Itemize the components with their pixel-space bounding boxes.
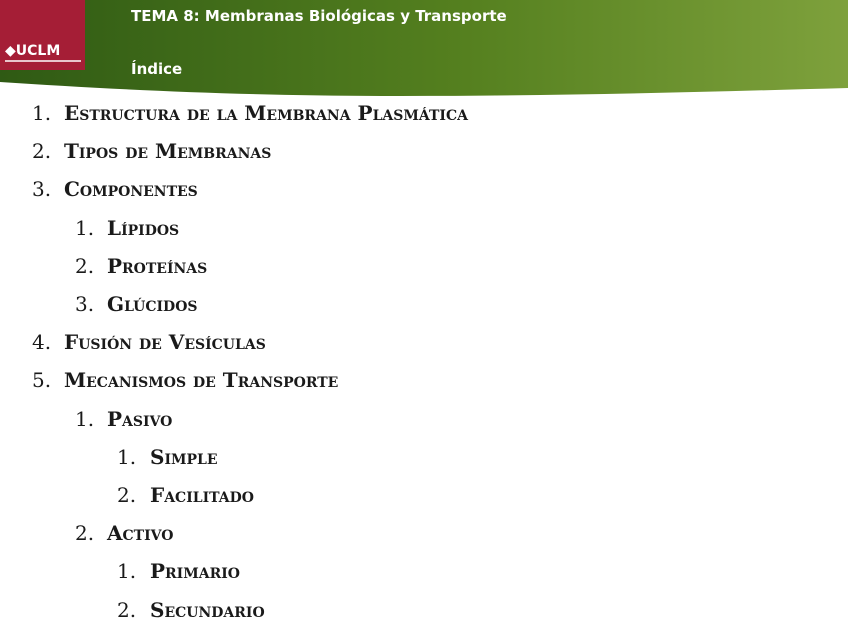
toc-item-number: 2. bbox=[117, 483, 137, 507]
toc-item-number: 2. bbox=[32, 139, 52, 164]
logo-text: ◆UCLM bbox=[5, 43, 61, 59]
toc-item-number: 2. bbox=[75, 521, 95, 546]
toc-item-number: 1. bbox=[117, 559, 137, 584]
toc-item-label: Lípidos bbox=[107, 215, 180, 240]
toc-item-label: Secundario bbox=[150, 597, 265, 622]
toc-item-number: 1. bbox=[75, 406, 95, 431]
toc-item-label: Estructura de la Membrana Plasmática bbox=[64, 101, 468, 125]
toc-item-label: Mecanismos de Transporte bbox=[64, 368, 339, 393]
toc-item-label: Componentes bbox=[64, 177, 198, 202]
toc-item-label: Simple bbox=[150, 444, 218, 469]
toc-item-number: 4. bbox=[32, 330, 52, 355]
toc-item-label: Glúcidos bbox=[107, 292, 198, 316]
toc-item-label: Pasivo bbox=[107, 406, 173, 431]
toc-item-label: Primario bbox=[150, 559, 240, 584]
toc-item-label: Proteínas bbox=[107, 253, 208, 278]
toc-item-label: Tipos de Membranas bbox=[64, 139, 272, 164]
slide-subtitle: Índice bbox=[131, 60, 183, 78]
toc-item-number: 2. bbox=[75, 253, 95, 278]
toc-item-number: 2. bbox=[117, 597, 137, 622]
toc-item-number: 5. bbox=[32, 368, 52, 393]
uclm-logo bbox=[0, 0, 85, 70]
toc-item-number: 1. bbox=[117, 444, 137, 469]
logo-diamond-icon: ◆ bbox=[5, 43, 16, 59]
toc-item-label: Fusión de Vesículas bbox=[64, 330, 266, 355]
toc-item-number: 1. bbox=[32, 101, 52, 125]
toc-item-label: Facilitado bbox=[150, 483, 254, 507]
toc-item-number: 3. bbox=[75, 292, 95, 316]
toc-item-label: Activo bbox=[107, 521, 174, 546]
slide-title: TEMA 8: Membranas Biológicas y Transporte bbox=[131, 7, 507, 25]
toc-item-number: 3. bbox=[32, 177, 52, 202]
toc-item-number: 1. bbox=[75, 215, 95, 240]
logo-tagline-bar bbox=[5, 60, 81, 62]
header-banner bbox=[0, 0, 848, 100]
